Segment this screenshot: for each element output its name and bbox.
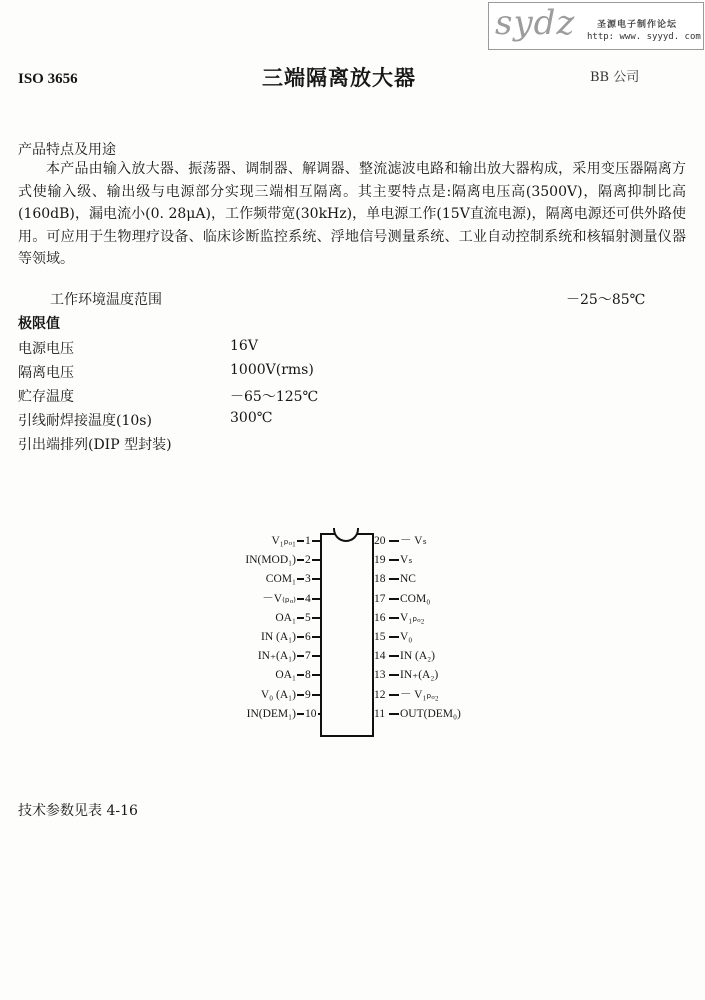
pin-lead	[389, 617, 399, 619]
pin-left-name: IN₊(A₁)	[257, 650, 296, 663]
limit-label: 隔离电压	[18, 365, 74, 381]
product-description: 本产品由输入放大器、振荡器、调制器、解调器、整流滤波电路和输出放大器构成，采用变压器隔离方式使输入级、输出级与电源部分实现三端相互隔离。其主要特点是:隔离电压高(3500V)，隔离抑制比高(160dB)，漏电流小(0. 28μA)，工作频带宽(30kHz)，单电源工作(15V直流电源)，隔离电源还可供外路使用。可应用于生物理疗设备、临床诊断监控系统、浮地信号测量系统、工业自动控制系统和核辐射测量仪器等领域。	[18, 161, 686, 267]
limits-title: 极限值	[18, 316, 60, 332]
pin-right-name: IN (A₂)	[400, 650, 435, 663]
pin-right-name: OUT(DEM₀)	[400, 707, 461, 720]
pin-left-number: 6	[305, 631, 311, 643]
limit-label: 贮存温度	[18, 389, 74, 405]
pin-left-name: IN(MOD₁)	[245, 554, 296, 567]
pin-right-name: Vₛ	[400, 554, 413, 567]
pin-lead	[389, 598, 399, 600]
pin-left-number: 5	[305, 611, 311, 624]
footer-note: 技术参数见表 4-16	[18, 803, 138, 819]
watermark-url: http: www. syyyd. com	[587, 32, 701, 42]
pin-right-name: － V₁ₚₒ₂	[400, 688, 439, 701]
ic-package-body	[320, 533, 374, 737]
pin-right-name: COM₀	[400, 592, 431, 605]
pin-left-name: COM₁	[265, 573, 296, 586]
pin-lead	[389, 636, 399, 638]
watermark-forum-name: 圣源电子制作论坛	[597, 20, 678, 30]
pin-left-name: －V₍ₚₒ₎	[262, 592, 296, 605]
pin-left-name: V₁ₚₒ₁	[271, 535, 296, 547]
limit-value: 1000V(rms)	[230, 362, 314, 378]
pin-left-number: 7	[305, 650, 311, 663]
pinout-title: 引出端排列(DIP 型封装)	[18, 437, 172, 453]
pin-right-number: 11	[374, 707, 386, 720]
pin-left-name: OA₁	[275, 611, 296, 624]
operating-temp-value: －25～85℃	[566, 292, 646, 308]
pin-right-name: － Vₛ	[400, 535, 427, 547]
limit-label: 电源电压	[18, 341, 74, 357]
pin-right-number: 15	[374, 631, 386, 643]
page-title: 三端隔离放大器	[262, 66, 416, 90]
pin-right-name: V₁ₚₒ₂	[400, 611, 425, 624]
pin-left-number: 8	[305, 669, 311, 682]
pin-right-number: 20	[374, 535, 386, 547]
pin-left-number: 2	[305, 554, 311, 567]
pin-left-name: V₀ (A₁)	[260, 688, 296, 701]
pin-left-number: 1	[305, 535, 311, 547]
limit-label: 引线耐焊接温度(10s)	[18, 413, 152, 429]
pin-left-number: 9	[305, 688, 311, 701]
pin-left-number: 3	[305, 573, 311, 586]
pin-left-name: IN(DEM₁)	[246, 707, 296, 720]
company-name: BB 公司	[590, 70, 640, 85]
pin-right-name: NC	[400, 573, 416, 586]
pin-right-number: 18	[374, 573, 386, 586]
pin-lead	[389, 674, 399, 676]
pin-left-number: 10	[305, 707, 317, 720]
pin-lead	[389, 578, 399, 580]
pin-right-number: 16	[374, 611, 386, 624]
pin-left-number: 4	[305, 592, 311, 605]
pin-lead	[389, 694, 399, 696]
pin-right-name: V₀	[400, 631, 413, 643]
watermark-logo: sydz	[495, 3, 576, 43]
limit-value: －65～125℃	[230, 389, 319, 405]
operating-temp-label: 工作环境温度范围	[50, 292, 162, 308]
pin-right-number: 17	[374, 592, 386, 605]
pin-right-name: IN₊(A₂)	[400, 669, 439, 682]
pin-right-number: 12	[374, 688, 386, 701]
pin-lead	[389, 713, 399, 715]
section-title: 产品特点及用途	[18, 142, 116, 158]
document-code: ISO 3656	[18, 71, 78, 87]
limit-value: 300℃	[230, 410, 273, 426]
pin-lead	[389, 559, 399, 561]
pin-right-number: 14	[374, 650, 386, 663]
pin-lead	[389, 655, 399, 657]
watermark	[488, 2, 704, 50]
pin-right-number: 13	[374, 669, 386, 682]
pin-left-name: IN (A₁)	[261, 631, 296, 643]
pin-left-name: OA₁	[275, 669, 296, 682]
pin-right-number: 19	[374, 554, 386, 567]
pin-lead	[389, 540, 399, 542]
limit-value: 16V	[230, 338, 258, 354]
